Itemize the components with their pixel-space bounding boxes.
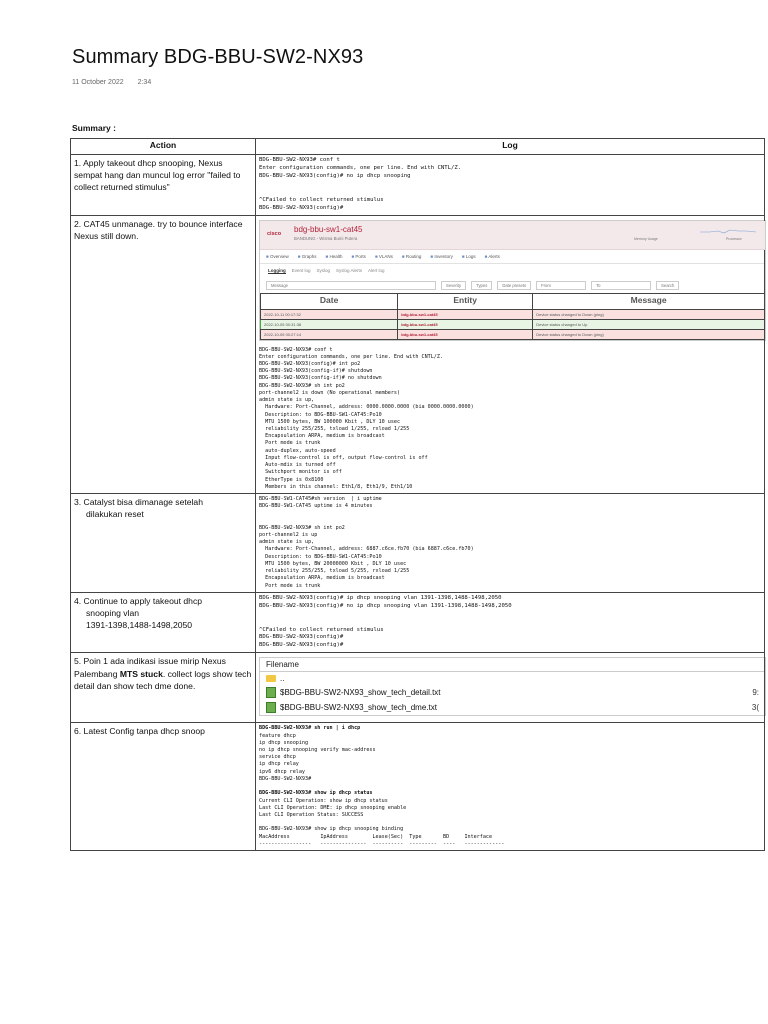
action-line: dilakukan reset — [86, 509, 144, 520]
header-action: Action — [71, 139, 256, 155]
subtab-event-log[interactable]: Event log — [291, 267, 311, 273]
log-row — [261, 319, 765, 329]
file-row[interactable] — [260, 700, 765, 715]
tab-graphs[interactable]: ■ Graphs — [298, 254, 317, 259]
col-date: Date — [261, 293, 398, 309]
table-row — [71, 493, 765, 592]
action-text: . collect logs show tech detail dan show tech dme done. — [74, 668, 252, 691]
log-cell — [256, 155, 765, 216]
header-log: Log — [256, 139, 765, 155]
log-entity[interactable]: bdg-bbu-sw1-cat45 — [398, 319, 533, 329]
date-presets-select[interactable]: Date presets — [497, 281, 531, 290]
log-cell — [256, 493, 765, 592]
table-row — [71, 723, 765, 851]
folder-icon — [266, 675, 276, 682]
log-text: BDG-BBU-SW2-NX93# conf t Enter configuration commands, one per line. End with CNTL/Z. BDG-BBU-SW2-NX93(config)# no ip dhcp snooping ^CFailed to collect returned stimulus BDG-BBU-SW2-NX93(config)# — [259, 157, 462, 211]
tab-logs[interactable]: ■ Logs — [462, 254, 476, 259]
types-select[interactable]: Types — [471, 281, 492, 290]
tab-alerts[interactable]: ■ Alerts — [485, 254, 500, 259]
filename-column-header[interactable]: Filename — [260, 658, 765, 672]
parent-folder-label: .. — [280, 674, 285, 684]
log-date: 2022-10-05 00:27:14 — [261, 329, 398, 339]
log-entity[interactable]: bdg-bbu-sw1-cat45 — [398, 329, 533, 339]
file-list — [259, 657, 766, 716]
action-line: snooping vlan — [86, 607, 140, 618]
document-date: 11 October 2022 — [72, 79, 124, 86]
subtab-syslog[interactable]: Syslog — [316, 267, 331, 273]
parent-folder-row[interactable] — [260, 672, 765, 685]
table-row — [71, 592, 765, 653]
summary-table — [70, 138, 765, 851]
subtab-logging[interactable]: Logging — [268, 267, 286, 273]
file-name: $BDG-BBU-SW2-NX93_show_tech_detail.txt — [280, 688, 441, 698]
log-text: BDG-BBU-SW2-NX93# conf t Enter configuration commands, one per line. End with CNTL/Z. BDG-BBU-SW2-NX93(config)# int po2 BDG-BBU-SW2-NX93(config-if)# shutdown BDG-BBU-SW2-NX93(config-if)# no shutdown BDG-BBU-SW2-NX93# sh int po2 port-channel2 is down (No operational members) admin state is up, Hardware: Port-Channel, address: 0000.0000.0000 (bia 0000.0000.0000) Description: to BDG-BBU-SW1-CAT45:Po10 MTU 1500 bytes, BW 100000 Kbit , DLY 10 usec reliability 255/255, txload 1/255, rxload 1/255 Encapsulation ARPA, medium is broadcast Port mode is trunk auto-duplex, auto-speed Input flow-control is off, output flow-control is off Auto-mdix is turned off Switchport monitor is off EtherType is 0x8100 Members in this channel: Eth1/8, Eth1/9, Eth1/10 — [259, 346, 474, 490]
log-row — [261, 329, 765, 339]
to-date-input[interactable]: To — [591, 281, 651, 290]
log-text: feature dhcp ip dhcp snooping no ip dhcp snooping verify mac-address service dhcp ip dhcp relay ipv6 dhcp relay BDG-BBU-SW2-NX93# — [259, 732, 376, 782]
action-line: 1391-1398,1488-1498,2050 — [86, 620, 193, 631]
log-date: 2022-10-05 00:31:38 — [261, 319, 398, 329]
action-cell: 1. Apply takeout dhcp snooping, Nexus sempat hang dan muncul log error "failed to collect returned stimulus" — [71, 155, 256, 216]
tab-vlans[interactable]: ■ VLANs — [375, 254, 393, 259]
action-cell — [71, 653, 256, 723]
action-line: 4. Continue to apply takeout dhcp — [74, 595, 203, 606]
message-filter-input[interactable]: Message — [266, 281, 436, 290]
log-text: Current CLI Operation: show ip dhcp status Last CLI Operation: DME: ip dhcp snooping enable Last CLI Operation Status: SUCCESS BDG-BBU-SW2-NX93# show ip dhcp snooping binding MacAddress IpAddress Lease(Sec) Type BD Interface ----------------- --------------- ---------- --------- ---- ------------- — [259, 797, 505, 847]
search-button[interactable]: Search — [656, 281, 679, 290]
tab-overview[interactable]: ■ Overview — [266, 254, 289, 259]
sparkline-graph — [700, 227, 756, 235]
device-tabs — [260, 250, 765, 264]
subtab-alert-log[interactable]: Alert log — [368, 267, 385, 273]
document-time: 2:34 — [137, 79, 152, 86]
log-command: BDG-BBU-SW2-NX93# show ip dhcp status — [259, 790, 373, 797]
log-row — [261, 309, 765, 319]
log-message: Device status changed to Down (ping) — [533, 329, 765, 339]
log-cell — [256, 723, 765, 851]
text-file-icon — [266, 702, 276, 713]
log-command: BDG-BBU-SW2-NX93# sh run | i dhcp — [259, 725, 361, 732]
log-entity[interactable]: bdg-bbu-sw1-cat45 — [398, 309, 533, 319]
log-text: BDG-BBU-SW2-NX93(config)# ip dhcp snooping vlan 1391-1398,1488-1498,2050 BDG-BBU-SW2-NX93(config)# no ip dhcp snooping vlan 1391-1398,1488-1498,2050 ^CFailed to collect returned stimulus BDG-BBU-SW2-NX93(config)# BDG-BBU-SW2-NX93(config)# — [259, 594, 512, 649]
table-row — [71, 215, 765, 493]
device-location: BANDUNG - Wisma Bumi Putera — [294, 235, 358, 241]
librenms-screenshot — [259, 220, 766, 341]
text-file-icon — [266, 687, 276, 698]
action-line: 3. Catalyst bisa dimanage setelah — [74, 496, 203, 507]
action-cell: 6. Latest Config tanpa dhcp snoop — [71, 723, 256, 851]
tab-routing[interactable]: ■ Routing — [402, 254, 421, 259]
cisco-logo: cisco — [267, 230, 282, 237]
log-subtabs — [260, 264, 765, 278]
memory-usage-label: Memory Usage — [634, 236, 658, 241]
log-filters — [260, 278, 765, 293]
subtab-syslog-alerts[interactable]: Syslog Alerts — [336, 267, 363, 273]
log-message: Device status changed to Down (ping) — [533, 309, 765, 319]
device-header — [260, 221, 765, 250]
log-message: Device status changed to Up — [533, 319, 765, 329]
table-header-row — [71, 139, 765, 155]
file-name: $BDG-BBU-SW2-NX93_show_tech_dme.txt — [280, 703, 437, 713]
tab-ports[interactable]: ■ Ports — [351, 254, 365, 259]
col-entity: Entity — [398, 293, 533, 309]
device-name[interactable]: bdg-bbu-sw1-cat45 — [294, 224, 363, 234]
action-cell: 2. CAT45 unmanage. try to bounce interface Nexus still down. — [71, 215, 256, 493]
log-cell — [256, 653, 765, 723]
file-size: 9: — [752, 688, 759, 698]
col-message: Message — [533, 293, 765, 309]
severity-select[interactable]: Severity — [441, 281, 466, 290]
action-text: 5. Poin 1 ada indikasi issue mirip Nexus Palembang — [74, 656, 226, 679]
action-cell — [71, 493, 256, 592]
file-row[interactable] — [260, 685, 765, 700]
event-log-table — [260, 293, 765, 340]
file-size: 3( — [751, 703, 759, 713]
action-emphasis: MTS stuck — [119, 668, 163, 679]
log-text: BDG-BBU-SW1-CAT45#sh version | i uptime BDG-BBU-SW1-CAT45 uptime is 4 minutes BDG-BBU-SW2-NX93# sh int po2 port-channel2 is up admin state is up, Hardware: Port-Channel, address: 6887.c6ce.fb70 (bia 6887.c6ce.fb70) Description: to BDG-BBU-SW1-CAT45:Po10 MTU 1500 bytes, BW 20000000 Kbit , DLY 10 usec reliability 255/255, txload 5/255, rxload 1/255 Encapsulation ARPA, medium is broadcast Port mode is trunk — [259, 495, 474, 589]
log-cell — [256, 215, 765, 493]
tab-inventory[interactable]: ■ Inventory — [430, 254, 452, 259]
document-title: Summary BDG-BBU-SW2-NX93 — [72, 46, 364, 68]
action-cell — [71, 592, 256, 653]
log-cell — [256, 592, 765, 653]
summary-label: Summary : — [72, 123, 116, 133]
tab-health[interactable]: ■ Health — [325, 254, 342, 259]
processor-label: Processor — [726, 236, 742, 241]
from-date-input[interactable]: From — [536, 281, 586, 290]
document-meta — [72, 79, 163, 86]
table-row — [71, 653, 765, 723]
log-date: 2022-10-11 00:17:32 — [261, 309, 398, 319]
table-row — [71, 155, 765, 216]
